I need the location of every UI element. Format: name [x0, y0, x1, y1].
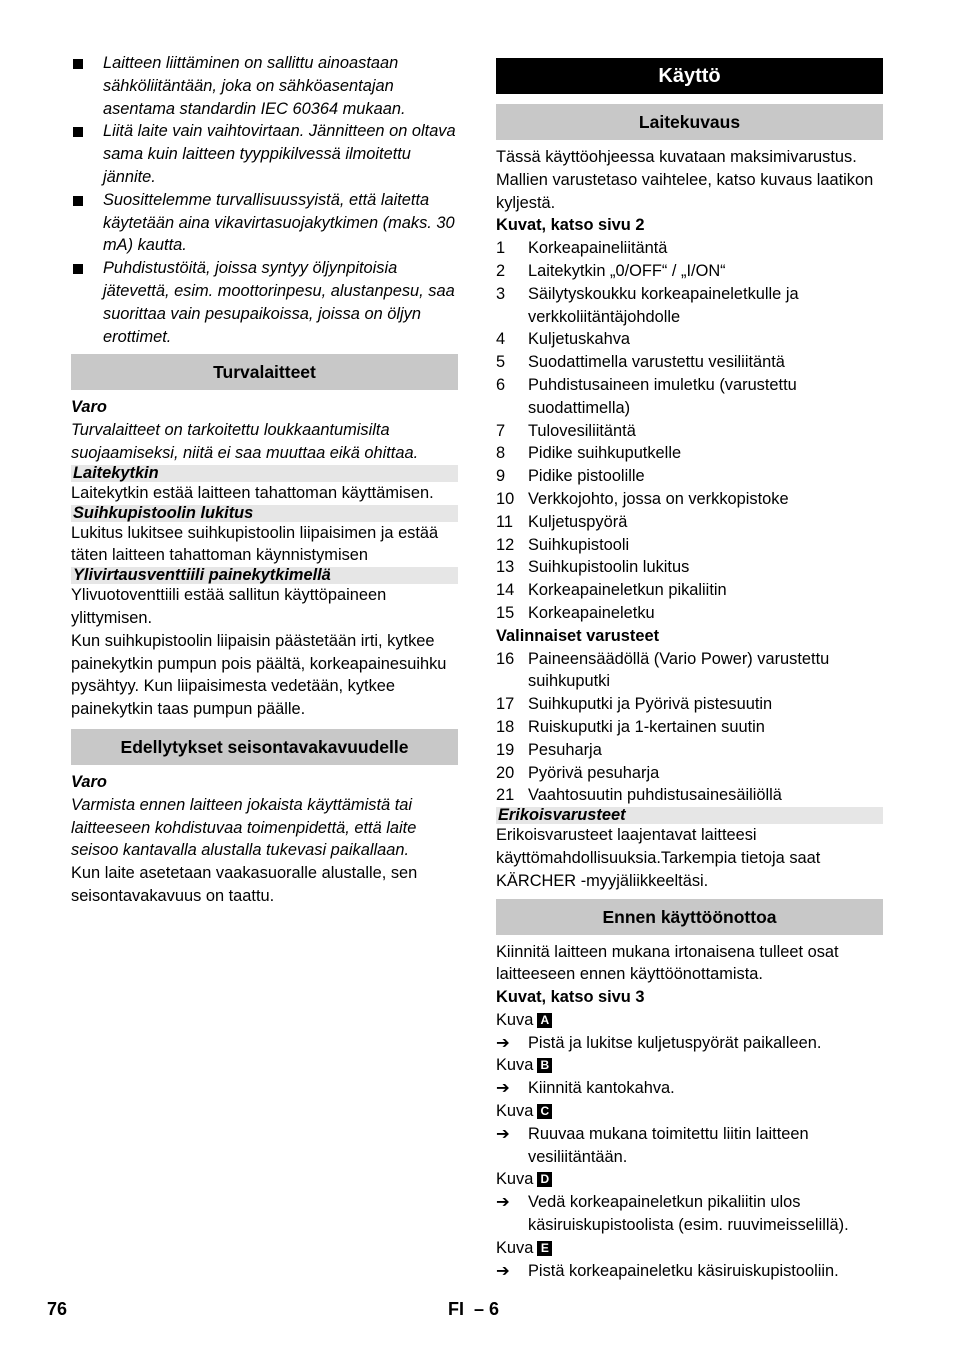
instruction-step: ➔ Vedä korkeapaineletkun pikaliitin ulos käsiruiskupistoolista (esim. ruuvimeisselillä).: [496, 1193, 849, 1235]
optional-list: [496, 648, 883, 808]
figure-letter-badge: B: [537, 1058, 552, 1073]
item-text: Vaahtosuutin puhdistusainesäiliöllä: [528, 786, 782, 805]
item-number: 13: [496, 558, 515, 577]
item-number: 10: [496, 489, 515, 508]
list-item: [496, 488, 883, 511]
list-item: [496, 648, 883, 694]
arrow-right-icon: ➔: [496, 1261, 510, 1280]
item-text: Verkkojohto, jossa on verkkopistoke: [528, 489, 789, 508]
instruction-step: ➔ Pistä ja lukitse kuljetuspyörät paikalleen.: [496, 1032, 883, 1055]
instruction-step: ➔ Ruuvaa mukana toimitettu liitin laitteen vesiliitäntään.: [496, 1124, 809, 1166]
instruction-step: ➔ Kiinnitä kantokahva.: [496, 1077, 883, 1100]
list-item: [496, 784, 883, 807]
arrow-right-icon: ➔: [496, 1124, 510, 1143]
right-column: [496, 52, 883, 1282]
item-text: Pesuharja: [528, 740, 602, 759]
item-number: 3: [496, 284, 506, 303]
figure-label: Kuva C: [496, 1100, 883, 1123]
list-item: [496, 465, 883, 488]
figure-label: Kuva B: [496, 1054, 883, 1077]
list-item: [496, 442, 883, 465]
item-number: 2: [496, 261, 506, 280]
list-item: [496, 374, 883, 420]
bullet-item: Laitteen liittäminen on sallittu ainoastaan sähköliitäntään, joka on sähköasentajan asentama standardin IEC 60364 mukaan.: [71, 52, 458, 120]
language-code: FI – 6: [448, 1299, 500, 1319]
list-item: [496, 762, 883, 785]
bullet-item: Liitä laite vain vaihtovirtaan. Jännitteen on oltava sama kuin laitteen tyyppikilvessä ilmoitettu jännite.: [71, 120, 458, 188]
item-text: Suihkupistoolin lukitus: [528, 558, 690, 577]
item-number: 12: [496, 535, 515, 554]
item-number: 15: [496, 603, 515, 622]
list-item: [496, 328, 883, 351]
item-text: Suihkuputki ja Pyörivä pistesuutin: [528, 695, 773, 714]
steps-list: [496, 1009, 883, 1283]
instruction-step: ➔ Pistä korkeapaineletku käsiruiskupistooliin.: [496, 1260, 883, 1283]
item-number: 7: [496, 421, 506, 440]
item-text: Ruiskuputki ja 1-kertainen suutin: [528, 717, 765, 736]
list-item: [496, 351, 883, 374]
figure-letter-badge: E: [537, 1241, 552, 1256]
item-text: Laitekytkin „0/OFF“ / „I/ON“: [528, 261, 726, 280]
paragraph: Kiinnitä laitteen mukana irtonaisena tulleet osat laitteeseen ennen käyttöönottamista.: [496, 942, 839, 984]
item-text: Suihkupistooli: [528, 535, 630, 554]
item-number: 17: [496, 695, 515, 714]
paragraph: Kun suihkupistoolin liipaisin päästetään irti, kytkee painekytkin pumpun pois päältä, korkeapainesuihku pysähtyy. Kun liipaisimesta vedetään, kytkee painekytkin taas pumpun päälle.: [71, 631, 447, 719]
bullet-square-icon: [73, 196, 83, 206]
item-number: 1: [496, 239, 506, 258]
list-item: [496, 283, 883, 329]
list-item: [496, 534, 883, 557]
item-number: 14: [496, 581, 515, 600]
paragraph: Tässä käyttöohjeessa kuvataan maksimivarustus. Mallien varustetaso vaihtelee, katso kuvaus laatikon kyljestä.: [496, 148, 874, 212]
item-text: Kuljetuskahva: [528, 330, 631, 349]
chapter-heading-kaytto: Käyttö: [496, 58, 883, 94]
figure-label: Kuva A: [496, 1009, 883, 1032]
list-item: [496, 602, 883, 625]
item-number: 4: [496, 330, 506, 349]
caution-label: Varo: [71, 398, 107, 417]
caution-label: Varo: [71, 772, 107, 791]
bullet-item: Suosittelemme turvallisuussyistä, että laitetta käytetään aina vikavirtasuojakytkimen (maks. 30 mA) kautta.: [71, 189, 458, 257]
figure-letter-badge: A: [537, 1013, 552, 1028]
arrow-right-icon: ➔: [496, 1193, 510, 1212]
figure-reference: Kuvat, katso sivu 2: [496, 216, 645, 235]
item-text: Pidike suihkuputkelle: [528, 444, 682, 463]
subheading-erikoisvarusteet: Erikoisvarusteet: [496, 807, 883, 824]
item-number: 19: [496, 740, 515, 759]
section-heading-laitekuvaus: Laitekuvaus: [496, 104, 883, 140]
item-number: 11: [496, 512, 514, 531]
paragraph: Ylivuotoventtiili estää sallitun käyttöpaineen ylittymisen.: [71, 586, 387, 627]
item-number: 21: [496, 786, 515, 805]
list-item: [496, 739, 883, 762]
item-text: Korkeapaineletku: [528, 603, 655, 622]
list-item: [496, 579, 883, 602]
list-item: [496, 693, 883, 716]
section-heading-ennen: Ennen käyttöönottoa: [496, 899, 883, 935]
caution-text: Turvalaitteet on tarkoitettu loukkaantumisilta suojaamiseksi, niitä ei saa muuttaa eikä ohittaa.: [71, 421, 419, 462]
item-number: 8: [496, 444, 506, 463]
bullet-square-icon: [73, 127, 83, 137]
item-text: Pidike pistoolille: [528, 467, 645, 486]
figure-label: Kuva D: [496, 1168, 883, 1191]
list-item: [496, 511, 883, 534]
list-item: [496, 237, 883, 260]
page-number: 76: [47, 1299, 68, 1319]
subheading-laitekytkin: Laitekytkin: [71, 465, 458, 482]
bullet-square-icon: [73, 264, 83, 274]
list-item: [496, 716, 883, 739]
list-item: [496, 420, 883, 443]
paragraph: Erikoisvarusteet laajentavat laitteesi käyttömahdollisuuksia.Tarkempia tietoja saat KÄRCHER -myyjäliikkeeltäsi.: [496, 826, 821, 890]
item-text: Pyörivä pesuharja: [528, 763, 660, 782]
figure-letter-badge: C: [537, 1104, 552, 1119]
subheading-ylivirtausventtiili: Ylivirtausventtiili painekytkimellä: [71, 567, 458, 584]
paragraph: Kun laite asetetaan vaakasuoralle alustalle, sen seisontavakavuus on taattu.: [71, 864, 418, 905]
figure-letter-badge: D: [537, 1172, 552, 1187]
item-number: 20: [496, 763, 515, 782]
section-heading-edellytykset: Edellytykset seisontavakavuudelle: [71, 729, 458, 765]
item-text: Paineensäädöllä (Vario Power) varustettu suihkuputki: [528, 649, 830, 691]
item-text: Kuljetuspyörä: [528, 512, 628, 531]
item-number: 16: [496, 649, 515, 668]
list-item: [496, 556, 883, 579]
item-text: Säilytyskoukku korkeapaineletkulle ja verkkoliitäntäjohdolle: [528, 284, 799, 326]
paragraph: Lukitus lukitsee suihkupistoolin liipaisimen ja estää täten laitteen tahattoman käynnistymisen: [71, 523, 439, 565]
arrow-right-icon: ➔: [496, 1033, 510, 1052]
bullet-square-icon: [73, 59, 83, 69]
figure-label: Kuva E: [496, 1237, 883, 1260]
item-number: 5: [496, 353, 506, 372]
paragraph: Laitekytkin estää laitteen tahattoman käyttämisen.: [71, 483, 434, 502]
parts-list: [496, 237, 883, 625]
list-item: [496, 260, 883, 283]
item-text: Tulovesiliitäntä: [528, 421, 636, 440]
subheading-optional: Valinnaiset varusteet: [496, 626, 660, 645]
item-number: 9: [496, 467, 506, 486]
subheading-suihkupistoolin-lukitus: Suihkupistoolin lukitus: [71, 505, 458, 522]
left-column: [71, 52, 458, 908]
arrow-right-icon: ➔: [496, 1079, 510, 1098]
item-text: Puhdistusaineen imuletku (varustettu suodattimella): [528, 375, 797, 417]
item-text: Suodattimella varustettu vesiliitäntä: [528, 353, 785, 372]
item-text: Korkeapaineletkun pikaliitin: [528, 581, 727, 600]
item-number: 18: [496, 717, 515, 736]
bullet-item: Puhdistustöitä, joissa syntyy öljynpitoisia jätevettä, esim. moottorinpesu, alustanpesu, saa suorittaa vain pesupaikoissa, joissa on öljyn erottimet.: [71, 257, 458, 348]
section-heading-turvalaitteet: Turvalaitteet: [71, 354, 458, 390]
figure-reference: Kuvat, katso sivu 3: [496, 988, 645, 1007]
item-number: 6: [496, 375, 506, 394]
item-text: Korkeapaineliitäntä: [528, 239, 668, 258]
caution-text: Varmista ennen laitteen jokaista käyttämistä tai laitteeseen kohdistuvaa toimenpidettä, että laite seisoo kantavalla alustalla tukevasi paikallaan.: [71, 795, 417, 860]
